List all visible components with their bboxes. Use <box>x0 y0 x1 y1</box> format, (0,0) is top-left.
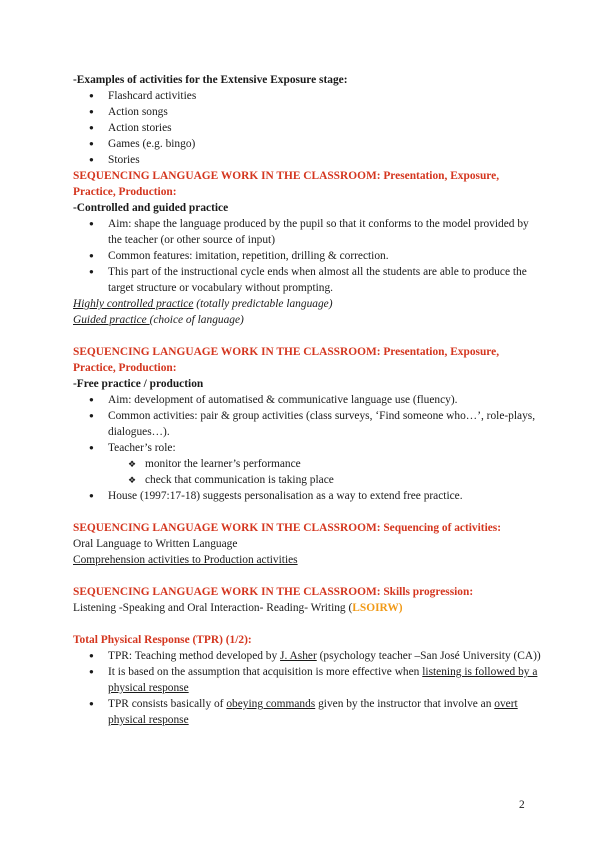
section-subheading: -Free practice / production <box>73 378 204 390</box>
list-item: ● Common activities: pair & group activities (class surveys, ‘Find someone who…’, role-plays, dialogues…). <box>73 408 543 440</box>
sequence-line: Comprehension activities to Production activities <box>73 554 298 566</box>
author-name: J. Asher <box>280 650 317 662</box>
list-item: ● Action stories <box>73 120 543 136</box>
practice-type-line <box>73 312 543 328</box>
skills-text: Listening -Speaking and Oral Interaction- Reading- Writing ( <box>73 602 353 614</box>
practice-type-label: Highly controlled practice <box>73 298 194 310</box>
section-title: SEQUENCING LANGUAGE WORK IN THE CLASSROOM: Presentation, Exposure, Practice, Production: <box>73 346 500 374</box>
document-page <box>73 72 543 728</box>
page-number: 2 <box>519 799 525 811</box>
list-item: ● This part of the instructional cycle ends when almost all the students are able to produce the target structure or vocabulary without prompting. <box>73 264 543 296</box>
list-item: ● Aim: development of automatised & communicative language use (fluency). <box>73 392 543 408</box>
list-item-text: TPR consists basically of <box>108 698 227 710</box>
sequence-line: Oral Language to Written Language <box>73 538 238 550</box>
list-item: ● Flashcard activities <box>73 88 543 104</box>
underlined-phrase: listening is followed by a physical response <box>108 666 538 694</box>
practice-type-note: (totally predictable language) <box>193 298 333 310</box>
list-item: ● Common features: imitation, repetition, drilling & correction. <box>73 248 543 264</box>
list-item-text: Teacher’s role: <box>108 442 176 454</box>
section-title: SEQUENCING LANGUAGE WORK IN THE CLASSROOM: Skills progression: <box>73 586 474 598</box>
list-item: ● Games (e.g. bingo) <box>73 136 543 152</box>
list-item-text: It is based on the assumption that acquisition is more effective when <box>108 666 423 678</box>
teacher-role-sublist <box>73 456 543 488</box>
list-item-text: TPR: Teaching method developed by <box>108 650 281 662</box>
section-heading: -Examples of activities for the Extensive Exposure stage: <box>73 74 348 86</box>
activities-list <box>73 88 543 168</box>
practice-type-note: (choice of language) <box>149 314 244 326</box>
list-item <box>73 440 543 488</box>
skills-line <box>73 600 543 616</box>
section-title: SEQUENCING LANGUAGE WORK IN THE CLASSROOM: Sequencing of activities: <box>73 522 502 534</box>
skills-close: ) <box>398 602 403 614</box>
list-item-text: (psychology teacher –San José University (CA)) <box>316 650 541 662</box>
free-practice-list <box>73 392 543 504</box>
controlled-practice-list <box>73 216 543 296</box>
list-item: ● House (1997:17-18) suggests personalisation as a way to extend free practice. <box>73 488 543 504</box>
sublist-item: ❖ check that communication is taking place <box>73 472 543 488</box>
list-item: ● Aim: shape the language produced by the pupil so that it conforms to the model provided by the teacher (or other source of input) <box>73 216 543 248</box>
underlined-phrase: obeying commands <box>226 698 316 710</box>
list-item <box>73 696 543 728</box>
list-item-text: given by the instructor that involve an <box>315 698 495 710</box>
list-item <box>73 648 543 664</box>
section-title: SEQUENCING LANGUAGE WORK IN THE CLASSROOM: Presentation, Exposure, Practice, Production: <box>73 170 500 198</box>
section-subheading: -Controlled and guided practice <box>73 202 229 214</box>
list-item: ● Action songs <box>73 104 543 120</box>
list-item: ● Stories <box>73 152 543 168</box>
underlined-phrase: overt physical response <box>108 698 518 726</box>
practice-type-line <box>73 296 543 312</box>
sublist-item: ❖ monitor the learner’s performance <box>73 456 543 472</box>
skills-acronym: LSOIRW <box>352 602 399 614</box>
practice-type-label: Guided practice <box>73 314 150 326</box>
tpr-list <box>73 648 543 728</box>
section-title: Total Physical Response (TPR) (1/2): <box>73 634 252 646</box>
list-item <box>73 664 543 696</box>
